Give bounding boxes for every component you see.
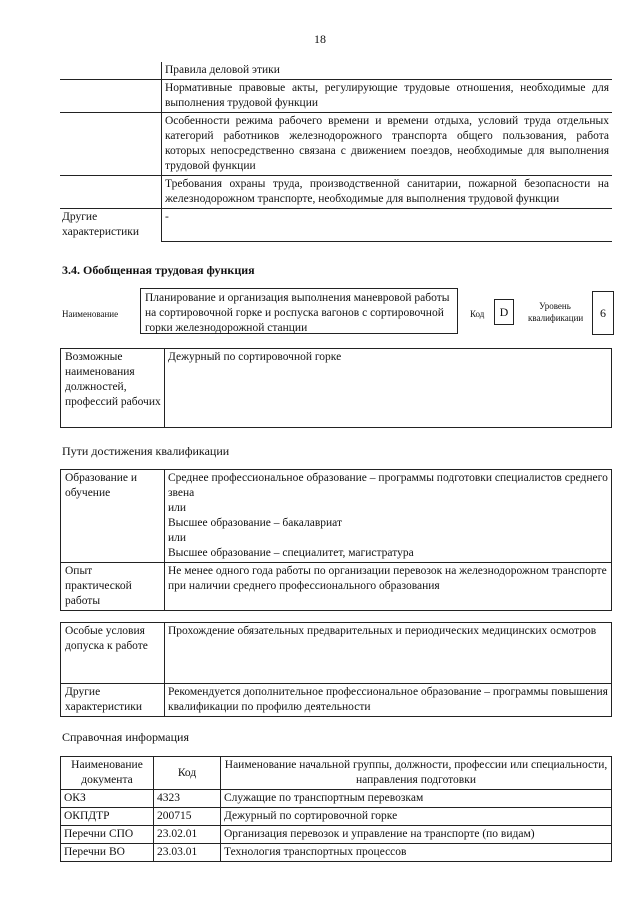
row-label (60, 113, 162, 176)
row-label (60, 62, 162, 80)
col-header-code: Код (154, 757, 221, 790)
education-line: Высшее образование – бакалавриат (168, 517, 342, 529)
conditions-value: Прохождение обязательных предварительных и периодических медицинских осмотров (165, 623, 612, 684)
ref-title: Дежурный по сортировочной горке (221, 808, 612, 826)
table-row (61, 808, 612, 826)
paths-title: Пути достижения квалификации (62, 444, 230, 458)
table-row (61, 844, 612, 862)
ref-code: 23.03.01 (154, 844, 221, 862)
ref-code: 200715 (154, 808, 221, 826)
education-line: Среднее профессиональное образование – программы подготовки специалистов среднего звена (168, 472, 608, 499)
ref-title: Служащие по транспортным перевозкам (221, 790, 612, 808)
code-label: Код (470, 309, 485, 319)
other-label: Другие характеристики (61, 684, 165, 717)
education-line: или (168, 502, 187, 514)
knowledge-table-continuation (60, 62, 612, 242)
conditions-table (60, 622, 612, 717)
reference-title: Справочная информация (62, 730, 189, 744)
education-value (165, 470, 612, 563)
col-header-title: Наименование начальной группы, должности, профессии или специальности, направления подготовки (221, 757, 612, 790)
row-label (60, 80, 162, 113)
table-row (61, 790, 612, 808)
education-table (60, 469, 612, 611)
col-header-document: Наименование документа (61, 757, 154, 790)
qualification-level: 6 (592, 291, 614, 335)
education-line: или (168, 532, 187, 544)
row-label (60, 176, 162, 209)
row-text: Особенности режима рабочего времени и времени отдыха, условий труда отдельных категорий работников железнодорожного транспорта общего пользования, работа которых непосредственно связана с движением поездов, необходимые для выполнения трудовой функции (162, 113, 613, 176)
ref-doc: Перечни СПО (61, 826, 154, 844)
ref-doc: ОКПДТР (61, 808, 154, 826)
positions-value: Дежурный по сортировочной горке (165, 349, 612, 428)
section-title: 3.4. Обобщенная трудовая функция (62, 263, 255, 277)
row-text: Требования охраны труда, производственной санитарии, пожарной безопасности на железнодорожном транспорте, необходимые для выполнения трудовой функции (162, 176, 613, 209)
ref-title: Организация перевозок и управление на транспорте (по видам) (221, 826, 612, 844)
row-text: Нормативные правовые акты, регулирующие трудовые отношения, необходимые для выполнения трудовой функции (162, 80, 613, 113)
function-name: Планирование и организация выполнения маневровой работы на сортировочной горке и роспуска вагонов с сортировочной горки железнодорожной станции (140, 288, 458, 334)
reference-table (60, 756, 612, 862)
education-line: Высшее образование – специалитет, магистратура (168, 547, 414, 559)
positions-label: Возможные наименования должностей, профессий рабочих (61, 349, 165, 428)
table-row (61, 826, 612, 844)
positions-table (60, 348, 612, 428)
ref-doc: Перечни ВО (61, 844, 154, 862)
row-text: - (162, 209, 613, 242)
other-value: Рекомендуется дополнительное профессиональное образование – программы повышения квалификации по профилю деятельности (165, 684, 612, 717)
name-label: Наименование (62, 309, 119, 319)
ref-code: 4323 (154, 790, 221, 808)
experience-value: Не менее одного года работы по организации перевозок на железнодорожном транспорте при наличии среднего профессионального образования (165, 563, 612, 611)
ref-title: Технология транспортных процессов (221, 844, 612, 862)
ref-doc: ОКЗ (61, 790, 154, 808)
ref-code: 23.02.01 (154, 826, 221, 844)
level-label: Уровень квалификации (528, 301, 584, 323)
conditions-label: Особые условия допуска к работе (61, 623, 165, 684)
page-number: 18 (314, 32, 326, 46)
experience-label: Опыт практической работы (61, 563, 165, 611)
row-label: Другие характеристики (60, 209, 162, 242)
function-code: D (494, 299, 514, 325)
education-label: Образование и обучение (61, 470, 165, 563)
row-text: Правила деловой этики (162, 62, 613, 80)
